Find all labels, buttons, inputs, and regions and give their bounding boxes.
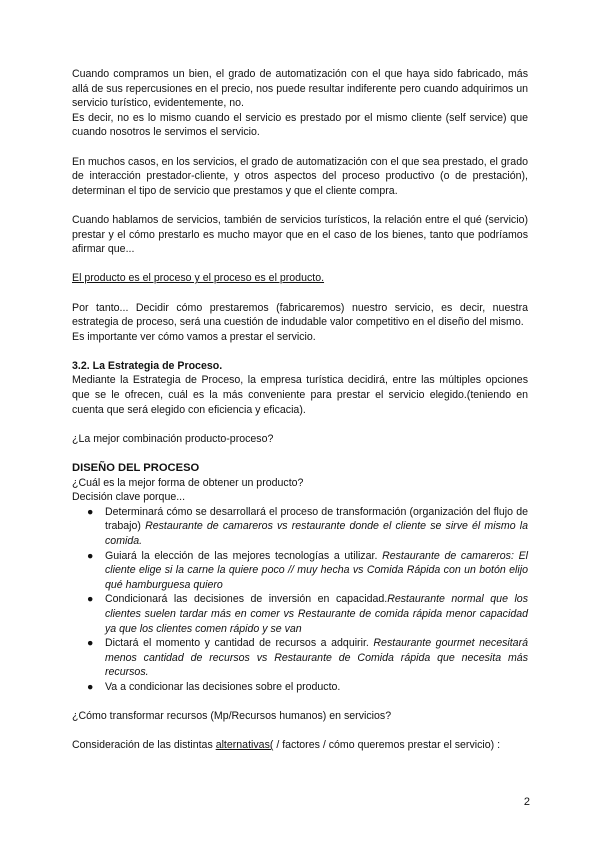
paragraph-muchos-casos: En muchos casos, en los servicios, el grado de automatización con el que sea prestado, el grado de interacción prestador-cliente, y otros aspectos del proceso productivo (o de prestación), determinan el tipo de servicio que prestamos y que el cliente compra. (72, 155, 528, 197)
paragraph-self-service: Es decir, no es lo mismo cuando el servicio es prestado por el mismo cliente (self service) que cuando nosotros le servimos el servicio. (72, 111, 528, 139)
list-item: ● Determinará cómo se desarrollará el proceso de transformación (organización del flujo de trabajo) Restaurante de camareros vs restaurante donde el cliente se sirve él mismo la comida. (87, 505, 528, 547)
underlined-statement: El producto es el proceso y el proceso es el producto. (72, 272, 325, 285)
bullet-icon: ● (87, 593, 94, 606)
paragraph-automatizacion: Cuando compramos un bien, el grado de automatización con el que haya sido fabricado, más allá de sus repercusiones en el precio, nos puede resultar indiferente pero cuando adquirimos un servicio turístico, evidentemente, no. (72, 68, 528, 110)
example-text: Restaurante de camareros: El cliente elige si la carne la quiere poco // muy hecha vs Comida Rápida con un botón elijo qué hamburguesa quiero (105, 549, 528, 591)
closing-consideracion: Consideración de las distintas alternativas( / factores / cómo queremos prestar el servicio) : (72, 739, 501, 752)
diseno-bullet-list (72, 505, 528, 695)
example-text: Restaurante gourmet necesitará menos cantidad de recursos vs Restaurante de Comida rápida que necesita más recursos. (105, 637, 528, 679)
section-text: Mediante la Estrategia de Proceso, la empresa turística decidirá, entre las múltiples opciones que se le ofrecen, cuál es la más conveniente para prestar el servicio elegido.(teniendo en cuenta que será elegido con eficiencia y eficacia). (72, 374, 528, 416)
bullet-icon: ● (87, 680, 94, 693)
paragraph-relacion: Cuando hablamos de servicios, también de servicios turísticos, la relación entre el qué (servicio) prestar y el cómo prestarlo es mucho mayor que en el caso de los bienes, tanto que podríamos afirmar que... (72, 213, 528, 256)
diseno-heading: DISEÑO DEL PROCESO (72, 462, 200, 475)
list-item: ● Condicionará las decisiones de inversión en capacidad.Restaurante normal que los clientes suelen tardar más en comer vs Restaurante de comida rápida menor capacidad ya que los clientes comen rápido y se van (87, 593, 528, 635)
bullet-icon: ● (87, 549, 94, 562)
list-item: ● Va a condicionar las decisiones sobre el producto. (87, 680, 341, 693)
example-text: Restaurante de camareros vs restaurante donde el cliente se sirve él mismo la comida. (105, 520, 528, 547)
closing-question: ¿Cómo transformar recursos (Mp/Recursos humanos) en servicios? (72, 710, 392, 723)
list-item: ● Guiará la elección de las mejores tecnologías a utilizar. Restaurante de camareros: El cliente elige si la carne la quiere poco // muy hecha vs Comida Rápida con un botón elijo qué hamburguesa quiero (87, 549, 528, 591)
list-item: ● Dictará el momento y cantidad de recursos a adquirir. Restaurante gourmet necesitará menos cantidad de recursos vs Restaurante de Comida rápida que necesita más recursos. (87, 637, 528, 679)
alternativas-underlined: alternativas( (215, 739, 274, 752)
bullet-icon: ● (87, 505, 94, 518)
document-page (72, 67, 528, 753)
section-heading: 3.2. La Estrategia de Proceso. (72, 359, 223, 372)
diseno-line2: Decisión clave porque... (72, 491, 186, 504)
page-number: 2 (523, 796, 530, 808)
example-text: Restaurante normal que los clientes suelen tardar más en comer vs Restaurante de comida rápida menor capacidad ya que los clientes comen rápido y se van (105, 593, 528, 635)
diseno-line1: ¿Cuál es la mejor forma de obtener un producto? (72, 476, 304, 489)
paragraph-por-tanto: Por tanto... Decidir cómo prestaremos (fabricaremos) nuestro servicio, es decir, nuestra estrategia de proceso, será una cuestión de indudable valor competitivo en el diseño del mismo. (72, 301, 528, 329)
paragraph-importante: Es importante ver cómo vamos a prestar el servicio. (72, 330, 316, 343)
section-question: ¿La mejor combinación producto-proceso? (72, 432, 274, 445)
bullet-icon: ● (87, 637, 94, 650)
